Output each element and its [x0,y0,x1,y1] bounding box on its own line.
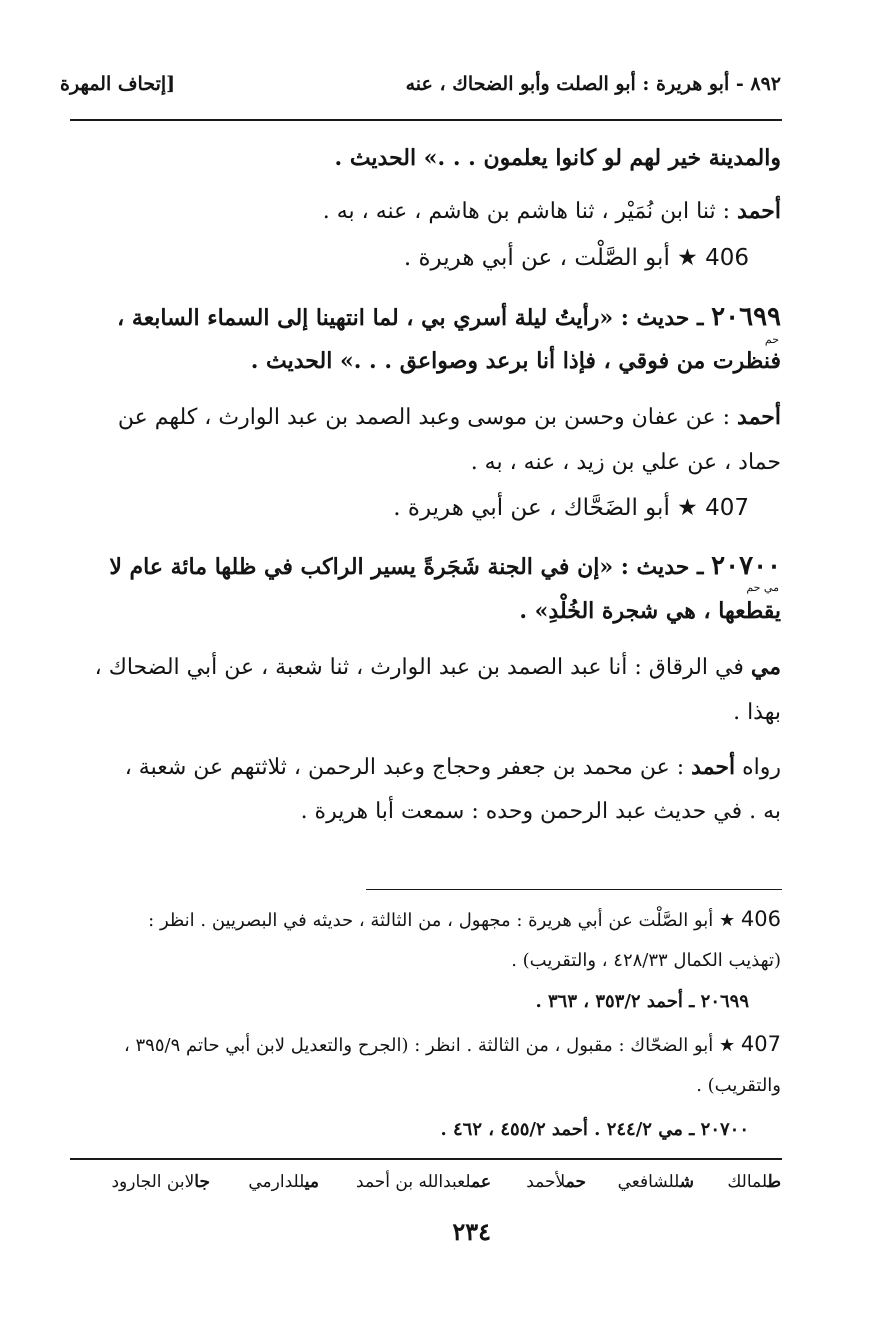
legend-item-ahmad [526,1172,586,1192]
page-number: ٢٣٤ [452,1217,491,1246]
running-header-book: [إتحاف المهرة [60,73,176,95]
narrator-name: ★ أبو الصَّلْت ، عن أبي هريرة . [403,245,698,271]
source-label: أحمد [737,404,781,430]
narrator-number: 407 [705,495,749,521]
rawah-line2: به . في حديث عبد الرحمن وحده : سمعت أبا هريرة . [300,799,781,824]
legend-abbr: ش [679,1172,694,1192]
hadith-text: ـ حديث : «إن في الجنة شَجَرةً يسير الراكب في ظلها مائة عام لا [109,554,712,580]
mi-chain-line1 [95,656,781,679]
chain-text: : عن محمد بن جعفر وحجاج وعبد الرحمن ، ثلاثتهم عن شعبة ، [124,755,692,780]
siglum-note: مي حم [746,581,779,594]
footnote-406-line2: (تهذيب الكمال ٤٢٨/٣٣ ، والتقريب) . [511,950,781,971]
rawah-line1 [125,756,781,779]
narrator-heading-407 [393,497,749,520]
footnote-407-line1 [124,1034,781,1055]
hadith-20700-line2: يقطعها ، هي شجرة الخُلْدِ» . [519,598,781,624]
footnote-number: 406 [740,907,781,931]
siglum-note: حم [764,333,779,346]
footnote-separator [366,889,782,890]
footnote-number: 407 [740,1032,781,1056]
legend-desc: للدارمي [248,1172,305,1192]
legend-desc: للشافعي [617,1172,680,1192]
legend-abbr: عم [471,1172,491,1192]
chain-text: : ثنا ابن نُمَيْر ، ثنا هاشم بن هاشم ، عنه ، به . [322,199,738,224]
legend-desc: لمالك [727,1172,768,1192]
ahmad-chain-2-line1 [118,406,781,429]
header-rule [70,119,782,121]
legend-item-shafii [618,1172,694,1192]
legend-rule [70,1158,782,1160]
footnote-text: ★ أبو الضحّاك : مقبول ، من الثالثة . انظر : (الجرح والتعديل لابن أبي حاتم ٣٩٥/٩ ، [123,1035,736,1056]
mi-chain-line2: بهذا . [733,700,781,725]
legend-desc: لعبدالله بن أحمد [356,1172,472,1192]
legend-abbr: جا [194,1172,210,1192]
footnote-406-line1 [148,909,781,930]
footnote-407-line2: والتقريب) . [696,1075,781,1096]
legend-item-abdullah [356,1172,491,1192]
ahmad-chain-2-line2: حماد ، عن علي بن زيد ، عنه ، به . [470,450,781,475]
legend-item-malik [727,1172,781,1192]
running-header-title: ٨٩٢ - أبو هريرة : أبو الصلت وأبو الضحاك ، عنه [405,73,781,95]
hadith-number: ٢٠٧٠٠ [711,551,781,581]
source-label: مي [750,654,781,680]
legend-abbr: حم [565,1172,586,1192]
narrator-heading-406 [404,247,749,270]
legend-item-darimi [248,1172,319,1192]
footnote-text: ★ أبو الصَّلْت عن أبي هريرة : مجهول ، من الثالثة ، حديثه في البصريين . انظر : [148,910,736,931]
legend-abbr: مي [304,1172,319,1192]
source-label: أحمد [737,198,781,224]
footnote-20700: ٢٠٧٠٠ ـ مي ٢٤٤/٢ . أحمد ٤٥٥/٢ ، ٤٦٢ . [440,1119,749,1140]
source-label: أحمد [691,754,736,780]
continuation-line: والمدينة خير لهم لو كانوا يعلمون . . .» الحديث . [334,145,781,171]
narrator-name: ★ أبو الضَحَّاك ، عن أبي هريرة . [393,495,698,521]
chain-text: : عن عفان وحسن بن موسى وعبد الصمد بن عبد الوارث ، كلهم عن [117,405,738,430]
hadith-number: ٢٠٦٩٩ [711,302,781,332]
narrator-number: 406 [705,245,749,271]
chain-text: في الرقاق : أنا عبد الصمد بن عبد الوارث ، ثنا شعبة ، عن أبي الضحاك ، [94,655,751,680]
ahmad-chain-1 [323,200,781,223]
legend-abbr: ط [767,1172,781,1192]
footnote-20699: ٢٠٦٩٩ ـ أحمد ٣٥٣/٢ ، ٣٦٣ . [535,991,749,1012]
hadith-20700-line1 [109,553,781,579]
rawah-prefix: رواه [735,755,781,780]
legend-item-ibn-jarud [111,1172,210,1192]
hadith-text: ـ حديث : «رأيتُ ليلة أسري بي ، لما انتهينا إلى السماء السابعة ، [117,305,712,331]
legend-desc: لابن الجارود [111,1172,195,1192]
legend-desc: لأحمد [526,1172,566,1192]
hadith-20699-line2: فنظرت من فوقي ، فإذا أنا برعد وصواعق . . .» الحديث . [250,348,781,374]
hadith-20699-line1 [117,304,781,330]
